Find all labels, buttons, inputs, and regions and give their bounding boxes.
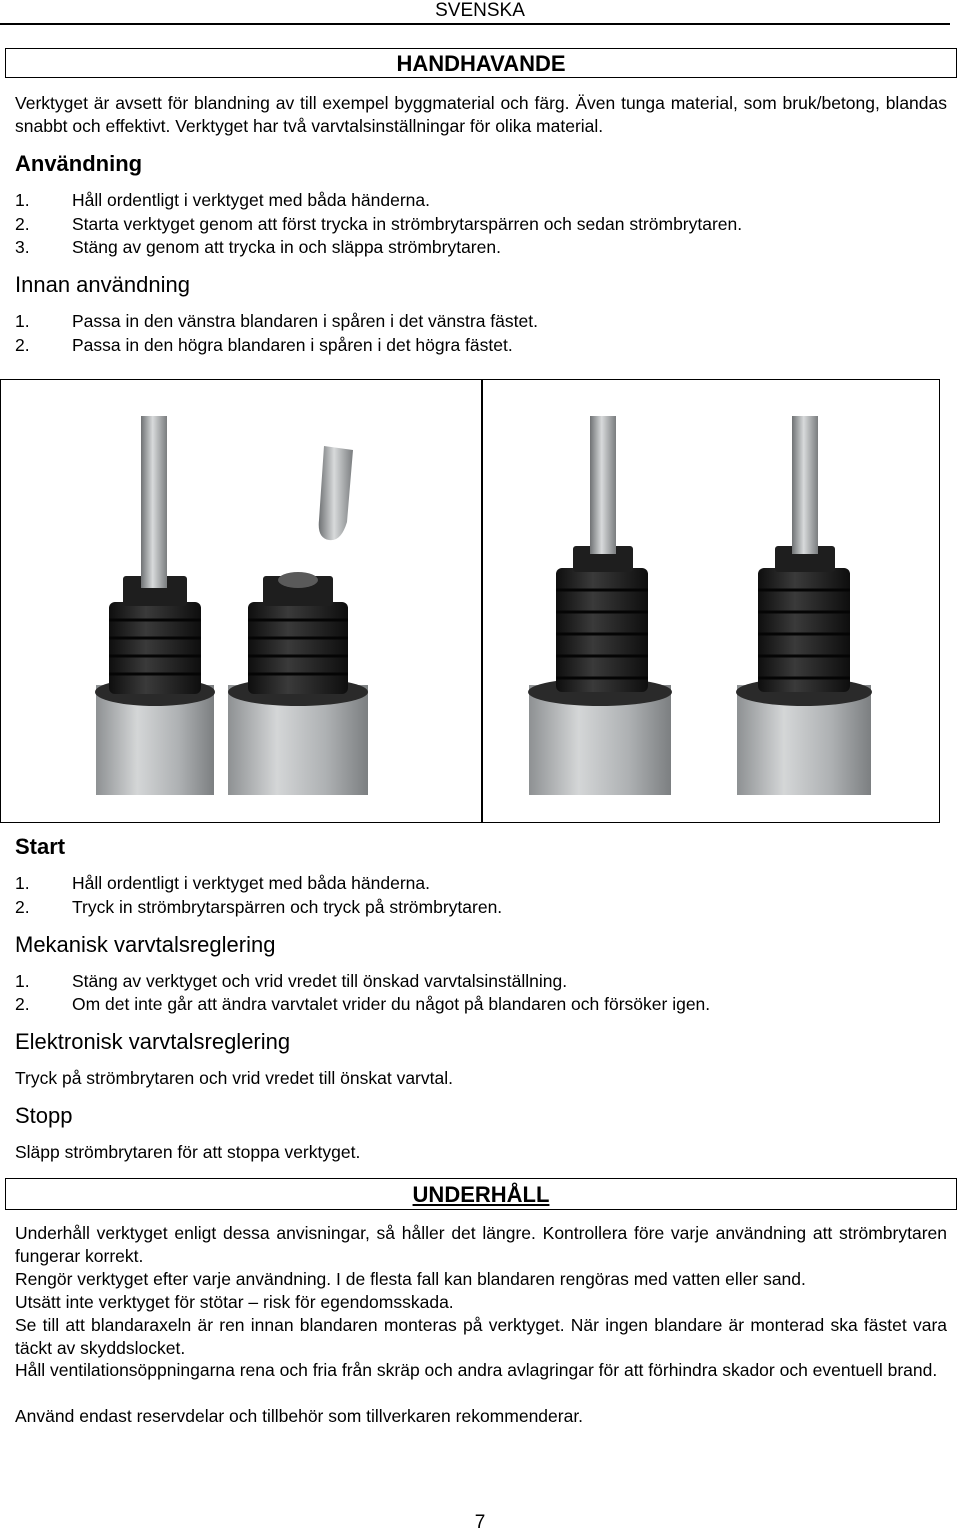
underhall-paragraph-6: Använd endast reservdelar och tillbehör som tillverkaren rekommenderar.	[15, 1406, 584, 1426]
heading-innan-anvandning: Innan användning	[15, 272, 190, 297]
heading-anvandning: Användning	[15, 151, 143, 176]
underhall-paragraph-2: Rengör verktyget efter varje användning. I de flesta fall kan blandaren rengöras med vatten eller sand.	[15, 1269, 806, 1289]
left-chuck-photo	[95, 416, 368, 795]
underhall-paragraph-4: Se till att blandaraxeln är ren innan blandaren monteras på verktyget. När ingen blandare är monterad ska fästet vara täckt av skyddslocket.	[15, 1315, 947, 1358]
header-rule	[0, 23, 950, 25]
section-title-underhall: UNDERHÅLL	[5, 1178, 957, 1210]
photo-divider	[481, 379, 483, 823]
underhall-paragraph-3: Utsätt inte verktyget för stötar – risk för egendomsskada.	[15, 1292, 454, 1312]
list-item: 1. Håll ordentligt i verktyget med båda händerna.	[15, 190, 430, 210]
list-item: 2. Tryck in strömbrytarspärren och tryck på strömbrytaren.	[15, 897, 503, 917]
section-title-handhavande: HANDHAVANDE	[5, 48, 957, 78]
heading-start: Start	[15, 834, 66, 859]
mixer-chuck-illustration	[1, 380, 939, 822]
heading-mekanisk: Mekanisk varvtalsreglering	[15, 932, 276, 957]
language-label: SVENSKA	[435, 0, 525, 21]
list-item: 3. Stäng av genom att trycka in och släppa strömbrytaren.	[15, 237, 501, 257]
list-item: 2. Om det inte går att ändra varvtalet vrider du något på blandaren och försöker igen.	[15, 994, 711, 1014]
page-number: 7	[474, 1512, 486, 1533]
list-item: 1. Håll ordentligt i verktyget med båda händerna.	[15, 873, 430, 893]
list-item: 1. Passa in den vänstra blandaren i spåren i det vänstra fästet.	[15, 311, 538, 331]
intro-paragraph: Verktyget är avsett för blandning av till exempel byggmaterial och färg. Även tunga material, som bruk/betong, blandas snabbt och effektivt. Verktyget har två varvtalsinställningar för olika material.	[15, 93, 947, 136]
underhall-paragraph-1: Underhåll verktyget enligt dessa anvisningar, så håller det längre. Kontrollera före varje användning att strömbrytaren fungerar korrekt.	[15, 1223, 947, 1266]
right-chuck-photo	[528, 416, 872, 795]
heading-elektronisk: Elektronisk varvtalsreglering	[15, 1029, 291, 1054]
mixer-chuck-photos	[0, 379, 940, 823]
list-item: 2. Passa in den högra blandaren i spåren i det högra fästet.	[15, 335, 513, 355]
heading-stopp: Stopp	[15, 1103, 73, 1128]
list-item: 2. Starta verktyget genom att först trycka in strömbrytarspärren och sedan strömbrytaren.	[15, 214, 743, 234]
stopp-text: Släpp strömbrytaren för att stoppa verktyget.	[15, 1142, 361, 1162]
elektronisk-text: Tryck på strömbrytaren och vrid vredet till önskat varvtal.	[15, 1068, 453, 1088]
list-item: 1. Stäng av verktyget och vrid vredet till önskad varvtalsinställning.	[15, 971, 568, 991]
underhall-paragraph-5: Håll ventilationsöppningarna rena och fria från skräp och andra avlagringar för att förhindra skador och eventuell brand.	[15, 1360, 938, 1380]
